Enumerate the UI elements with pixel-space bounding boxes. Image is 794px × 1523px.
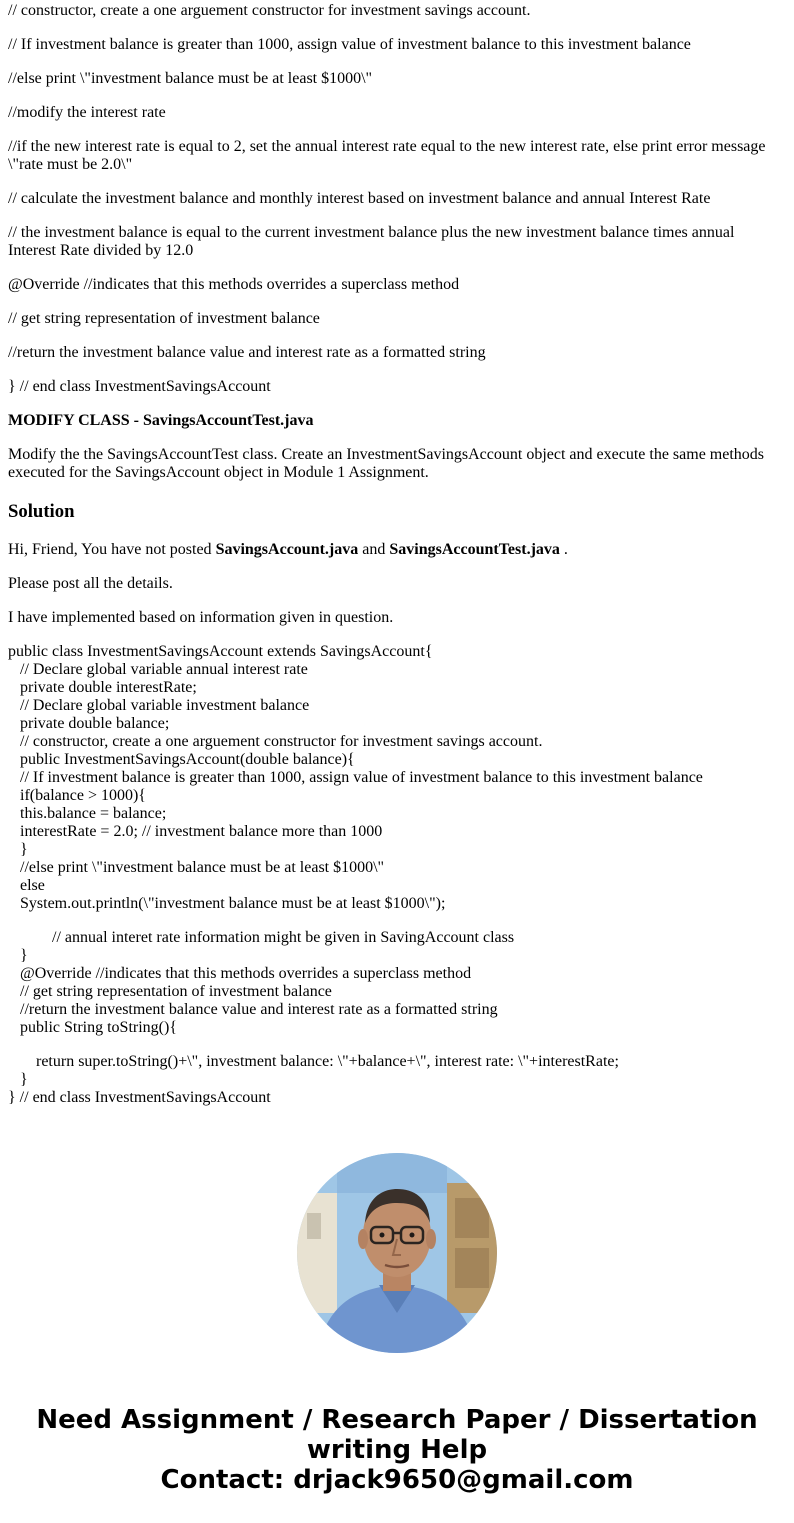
- intro-line-2: //else print \"investment balance must be at least $1000\": [8, 70, 373, 87]
- author-avatar: [297, 1153, 497, 1353]
- file2-name: SavingsAccountTest.java: [389, 541, 560, 558]
- intro-line-10: } // end class InvestmentSavingsAccount: [8, 378, 271, 395]
- cta-line-1: Need Assignment / Research Paper / Dissertation: [36, 1405, 758, 1435]
- code-line: @Override //indicates that this methods overrides a superclass method: [8, 965, 472, 982]
- contact-banner: [0, 1405, 794, 1495]
- cta-contact-email: Contact: drjack9650@gmail.com: [160, 1465, 634, 1495]
- code-line: if(balance > 1000){: [8, 787, 146, 804]
- code-line: } // end class InvestmentSavingsAccount: [8, 1089, 271, 1106]
- code-line: return super.toString()+\", investment balance: \"+balance+\", interest rate: \"+interestRate;: [8, 1053, 619, 1070]
- intro-line-7: @Override //indicates that this methods overrides a superclass method: [8, 276, 460, 293]
- code-line: private double balance;: [8, 715, 170, 732]
- greeting-and: and: [358, 541, 390, 558]
- code-line: interestRate = 2.0; // investment balance more than 1000: [8, 823, 383, 840]
- file1-name: SavingsAccount: [215, 541, 325, 558]
- code-line: // If investment balance is greater than 1000, assign value of investment balance to this investment balance: [8, 769, 703, 786]
- code-line: public class InvestmentSavingsAccount extends SavingsAccount{: [8, 643, 433, 660]
- intro-line-6: // the investment balance is equal to the current investment balance plus the new investment balance times annual Interest Rate divided by 12.0: [8, 224, 735, 259]
- portrait-illustration: [297, 1153, 497, 1353]
- code-line: // constructor, create a one arguement constructor for investment savings account.: [8, 733, 543, 750]
- modify-class-title: MODIFY CLASS - SavingsAccountTest.java: [8, 412, 314, 429]
- intro-line-1: // If investment balance is greater than 1000, assign value of investment balance to this investment balance: [8, 36, 691, 53]
- intro-line-3: //modify the interest rate: [8, 104, 166, 121]
- intro-line-5: // calculate the investment balance and monthly interest based on investment balance and annual Interest Rate: [8, 190, 711, 207]
- modify-class-text: Modify the the SavingsAccountTest class. Create an InvestmentSavingsAccount object and execute the same methods executed for the SavingsAccount object in Module 1 Assignment.: [8, 446, 765, 481]
- post-details-text: Please post all the details.: [8, 575, 173, 592]
- code-line: private double interestRate;: [8, 679, 197, 696]
- solution-heading: Solution: [8, 501, 75, 522]
- cta-line-2: writing Help: [306, 1435, 488, 1465]
- implemented-text: I have implemented based on information given in question.: [8, 609, 394, 626]
- code-line: this.balance = balance;: [8, 805, 167, 822]
- code-line: //return the investment balance value and interest rate as a formatted string: [8, 1001, 498, 1018]
- code-line: public String toString(){: [8, 1019, 178, 1036]
- code-line: else: [8, 877, 45, 894]
- code-line-blank: [8, 913, 778, 929]
- code-line: System.out.println(\"investment balance must be at least $1000\");: [8, 895, 446, 912]
- code-line: }: [8, 1071, 28, 1088]
- intro-line-8: // get string representation of investment balance: [8, 310, 320, 327]
- code-line: // get string representation of investment balance: [8, 983, 332, 1000]
- code-line: // Declare global variable investment balance: [8, 697, 310, 714]
- greeting-paragraph: [8, 541, 568, 559]
- code-line-blank: [8, 1037, 778, 1053]
- greeting-suffix: .: [559, 541, 568, 558]
- code-line: // annual interet rate information might be given in SavingAccount class: [8, 929, 515, 946]
- code-line: public InvestmentSavingsAccount(double balance){: [8, 751, 355, 768]
- code-block: [8, 643, 778, 1107]
- code-line: //else print \"investment balance must be at least $1000\": [8, 859, 385, 876]
- intro-line-9: //return the investment balance value and interest rate as a formatted string: [8, 344, 486, 361]
- code-line: }: [8, 947, 28, 964]
- file1-ext: .java: [324, 541, 359, 558]
- greeting-prefix: Hi, Friend, You have not posted: [8, 541, 216, 558]
- intro-line-0: // constructor, create a one arguement constructor for investment savings account.: [8, 2, 531, 19]
- intro-line-4: //if the new interest rate is equal to 2, set the annual interest rate equal to the new interest rate, else print error message \"rate must be 2.0\": [8, 138, 766, 173]
- code-line: }: [8, 841, 28, 858]
- code-line: // Declare global variable annual interest rate: [8, 661, 308, 678]
